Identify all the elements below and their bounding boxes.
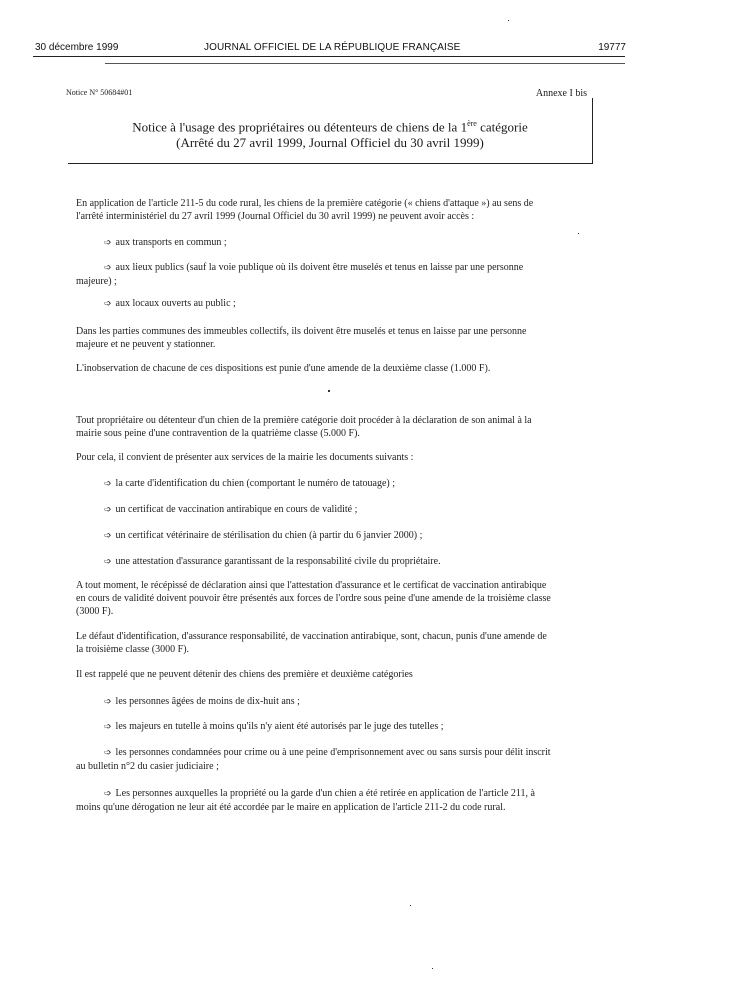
intro-paragraph: En application de l'article 211-5 du code rural, les chiens de la première catégorie (« chiens d'attaque ») au sens de l'arrêté interministériel du 27 avril 1999 (Journal Officiel du 30 avril 1999) ne peuvent avoir accès : bbox=[76, 198, 534, 222]
title-line-1: Notice à l'usage des propriétaires ou détenteurs de chiens de la 1ère catégorie bbox=[132, 119, 528, 135]
prohibited-bullet-guardianship: ➩ les majeurs en tutelle à moins qu'ils n'y aient été autorisés par le juge des tutelles ; bbox=[104, 721, 444, 732]
arrow-bullet-icon: ➩ bbox=[104, 299, 112, 309]
presentation-paragraph: A tout moment, le récépissé de déclaration ainsi que l'attestation d'assurance et le certificat de vaccination antirabique en cours de validité doivent pouvoir être présentés aux forces de l'ordre sous peine d'une amende de la troisième classe (3000 F). bbox=[76, 580, 551, 617]
title-box-right-border bbox=[592, 98, 593, 164]
header-rule-secondary bbox=[105, 63, 625, 64]
prohibited-bullet-minors: ➩ les personnes âgées de moins de dix-huit ans ; bbox=[104, 696, 300, 707]
arrow-bullet-icon: ➩ bbox=[104, 697, 112, 707]
header-page-number: 19777 bbox=[598, 42, 626, 53]
header-date: 30 décembre 1999 bbox=[35, 42, 119, 53]
prohibited-bullet-convicted: ➩ les personnes condamnées pour crime ou à une peine d'emprisonnement avec ou sans sursis pour délit inscrit au bulletin n°2 du casier judiciaire ; bbox=[76, 747, 551, 772]
arrow-bullet-icon: ➩ bbox=[104, 479, 112, 489]
document-bullet-vaccination: ➩ un certificat de vaccination antirabique en cours de validité ; bbox=[104, 504, 358, 515]
annexe-label: Annexe I bis bbox=[535, 88, 587, 99]
arrow-bullet-icon: ➩ bbox=[104, 789, 112, 799]
document-title bbox=[70, 116, 590, 151]
scan-speck bbox=[508, 20, 509, 21]
title-line-2: (Arrêté du 27 avril 1999, Journal Officiel du 30 avril 1999) bbox=[176, 135, 484, 151]
declaration-paragraph: Tout propriétaire ou détenteur d'un chien de la première catégorie doit procéder à la déclaration de son animal à la mairie sous peine d'une contravention de la quatrième classe (5.000 F). bbox=[76, 415, 532, 439]
access-bullet-public-places: ➩ aux lieux publics (sauf la voie publique où ils doivent être muselés et tenus en laisse par une personne majeure) ; bbox=[76, 262, 524, 287]
access-bullet-premises: ➩ aux locaux ouverts au public ; bbox=[104, 298, 236, 309]
penalties-paragraph: Le défaut d'identification, d'assurance responsabilité, de vaccination antirabique, sont, chacun, punis d'une amende de la troisième classe (3000 F). bbox=[76, 631, 547, 655]
scan-speck bbox=[578, 233, 579, 234]
separator-dot bbox=[328, 390, 330, 392]
notice-reference: Notice N° 50684#01 bbox=[66, 88, 133, 97]
common-areas-paragraph: Dans les parties communes des immeubles collectifs, ils doivent être muselés et tenus en laisse par une personne majeure et ne peuvent y stationner. bbox=[76, 326, 527, 350]
document-bullet-insurance: ➩ une attestation d'assurance garantissant de la responsabilité civile du propriétaire. bbox=[104, 556, 441, 567]
arrow-bullet-icon: ➩ bbox=[104, 238, 112, 248]
header-journal-title: JOURNAL OFFICIEL DE LA RÉPUBLIQUE FRANÇAISE bbox=[204, 42, 461, 53]
header-rule bbox=[33, 56, 625, 57]
access-bullet-transports: ➩ aux transports en commun ; bbox=[104, 237, 227, 248]
document-bullet-id-card: ➩ la carte d'identification du chien (comportant le numéro de tatouage) ; bbox=[104, 478, 396, 489]
document-bullet-sterilisation: ➩ un certificat vétérinaire de stérilisation du chien (à partir du 6 janvier 2000) ; bbox=[104, 530, 423, 541]
arrow-bullet-icon: ➩ bbox=[104, 748, 112, 758]
scan-speck bbox=[410, 905, 411, 906]
arrow-bullet-icon: ➩ bbox=[104, 557, 112, 567]
inobservation-paragraph: L'inobservation de chacune de ces dispositions est punie d'une amende de la deuxième classe (1.000 F). bbox=[76, 363, 491, 374]
arrow-bullet-icon: ➩ bbox=[104, 531, 112, 541]
prohibited-bullet-withdrawn: ➩ Les personnes auxquelles la propriété ou la garde d'un chien a été retirée en application de l'article 211, à moins qu'une dérogation ne leur ait été accordée par le maire en application de l'article 211-2 du code rural. bbox=[76, 788, 535, 813]
prohibition-intro: Il est rappelé que ne peuvent détenir des chiens des première et deuxième catégories bbox=[76, 669, 413, 680]
arrow-bullet-icon: ➩ bbox=[104, 505, 112, 515]
arrow-bullet-icon: ➩ bbox=[104, 263, 112, 273]
documents-intro: Pour cela, il convient de présenter aux services de la mairie les documents suivants : bbox=[76, 452, 414, 463]
title-box-bottom-border bbox=[68, 163, 593, 164]
scan-speck bbox=[432, 968, 433, 969]
arrow-bullet-icon: ➩ bbox=[104, 722, 112, 732]
